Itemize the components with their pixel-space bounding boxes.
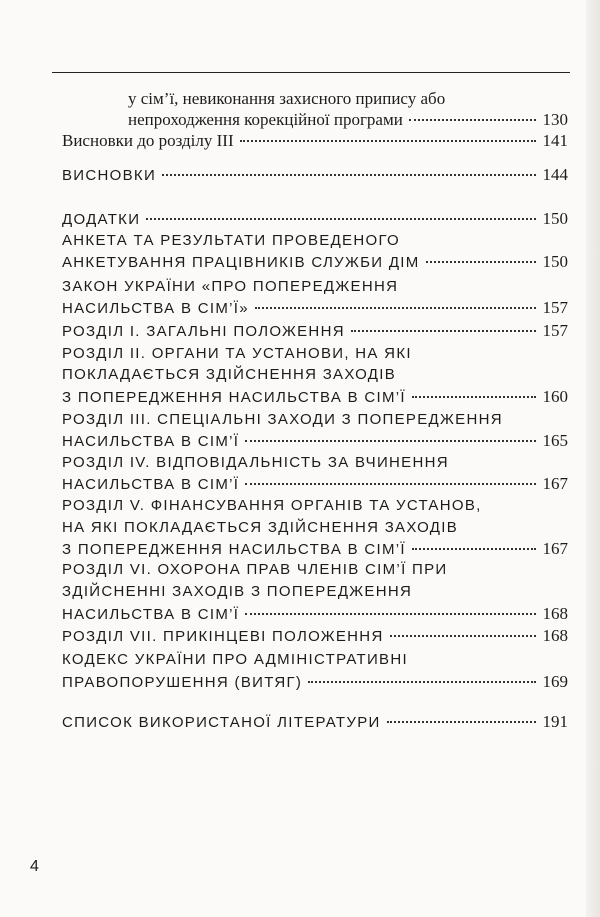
toc-page-number: 167 bbox=[542, 474, 568, 493]
toc-entry-line: РОЗДІЛ IV. ВІДПОВІДАЛЬНІСТЬ ЗА ВЧИНЕННЯ bbox=[62, 454, 449, 471]
toc-entry-leader bbox=[62, 626, 568, 646]
toc-page-number: 167 bbox=[542, 539, 568, 558]
toc-entry-line: Висновки до розділу ІІІ bbox=[62, 131, 234, 150]
toc-entry-line: ПРАВОПОРУШЕННЯ (ВИТЯГ) bbox=[62, 674, 303, 691]
toc-entry-leader bbox=[62, 474, 568, 494]
toc-entry-leader bbox=[62, 298, 568, 318]
toc-entry-line: ПОКЛАДАЄТЬСЯ ЗДІЙСНЕННЯ ЗАХОДІВ bbox=[62, 366, 397, 383]
toc-page-number: 165 bbox=[542, 431, 568, 450]
toc-entry-line: СПИСОК ВИКОРИСТАНОЇ ЛІТЕРАТУРИ bbox=[62, 714, 381, 731]
toc-entry-leader bbox=[62, 604, 568, 624]
toc-entry-line: ЗДІЙСНЕННІ ЗАХОДІВ З ПОПЕРЕДЖЕННЯ bbox=[62, 583, 413, 600]
toc-entry-line: непроходження корекційної програми bbox=[128, 110, 403, 129]
toc-page-number: 141 bbox=[542, 131, 568, 150]
dot-leader bbox=[426, 261, 536, 263]
toc-entry-leader bbox=[62, 672, 568, 692]
toc-entry-line: РОЗДІЛ І. ЗАГАЛЬНІ ПОЛОЖЕННЯ bbox=[62, 323, 345, 340]
toc-page-number: 191 bbox=[542, 712, 568, 731]
toc-page-number: 157 bbox=[542, 321, 568, 340]
toc-entry-leader bbox=[62, 321, 568, 341]
toc-entry-line: ЗАКОН УКРАЇНИ «ПРО ПОПЕРЕДЖЕННЯ bbox=[62, 278, 399, 295]
dot-leader bbox=[409, 119, 536, 121]
toc-entry-leader bbox=[62, 431, 568, 451]
toc-page-number: 150 bbox=[542, 209, 568, 228]
toc-entry-leader bbox=[62, 712, 568, 732]
toc-entry-leader bbox=[62, 252, 568, 272]
toc-page-number: 150 bbox=[542, 252, 568, 271]
dot-leader bbox=[308, 681, 536, 683]
toc-entry-line: З ПОПЕРЕДЖЕННЯ НАСИЛЬСТВА В СІМ’Ї bbox=[62, 541, 406, 558]
toc-entry-leader bbox=[62, 387, 568, 407]
toc-entry-leader bbox=[128, 110, 568, 130]
dot-leader bbox=[245, 440, 536, 442]
toc-entry-leader bbox=[62, 131, 568, 151]
toc-entry-line: РОЗДІЛ ІІІ. СПЕЦІАЛЬНІ ЗАХОДИ З ПОПЕРЕДЖЕННЯ bbox=[62, 411, 503, 428]
dot-leader bbox=[387, 721, 536, 723]
toc-entry-line: РОЗДІЛ V. ФІНАНСУВАННЯ ОРГАНІВ ТА УСТАНОВ, bbox=[62, 497, 482, 514]
toc-entry-leader bbox=[62, 165, 568, 185]
toc-entry-line: КОДЕКС УКРАЇНИ ПРО АДМІНІСТРАТИВНІ bbox=[62, 651, 408, 668]
dot-leader bbox=[162, 174, 536, 176]
dot-leader bbox=[412, 548, 536, 550]
dot-leader bbox=[412, 396, 536, 398]
toc-entry-line: АНКЕТА ТА РЕЗУЛЬТАТИ ПРОВЕДЕНОГО bbox=[62, 232, 400, 249]
dot-leader bbox=[240, 140, 536, 142]
toc-page-number: 169 bbox=[542, 672, 568, 691]
page-number: 4 bbox=[30, 858, 39, 875]
toc-entry-line: НА ЯКІ ПОКЛАДАЄТЬСЯ ЗДІЙСНЕННЯ ЗАХОДІВ bbox=[62, 519, 459, 536]
toc-page-number: 157 bbox=[542, 298, 568, 317]
toc-entry-line: З ПОПЕРЕДЖЕННЯ НАСИЛЬСТВА В СІМ’Ї bbox=[62, 389, 406, 406]
toc-page-number: 168 bbox=[542, 626, 568, 645]
toc-entry-leader bbox=[62, 209, 568, 229]
toc-entry-line: НАСИЛЬСТВА В СІМ’Ї bbox=[62, 606, 240, 623]
toc-entry-line: НАСИЛЬСТВА В СІМ’Ї bbox=[62, 433, 240, 450]
dot-leader bbox=[351, 330, 536, 332]
dot-leader bbox=[245, 483, 536, 485]
toc-entry-line: РОЗДІЛ VI. ОХОРОНА ПРАВ ЧЛЕНІВ СІМ’Ї ПРИ bbox=[62, 561, 448, 578]
toc-page-number: 160 bbox=[542, 387, 568, 406]
dot-leader bbox=[245, 613, 536, 615]
dot-leader bbox=[255, 307, 536, 309]
page-edge-shadow bbox=[586, 0, 600, 917]
toc-entry-leader bbox=[62, 539, 568, 559]
dot-leader bbox=[390, 635, 536, 637]
toc-entry-line: НАСИЛЬСТВА В СІМ’Ї bbox=[62, 476, 240, 493]
toc-entry-line: ДОДАТКИ bbox=[62, 211, 141, 228]
toc-entry-line: АНКЕТУВАННЯ ПРАЦІВНИКІВ СЛУЖБИ ДІМ bbox=[62, 254, 420, 271]
dot-leader bbox=[146, 218, 536, 220]
toc-page-number: 168 bbox=[542, 604, 568, 623]
toc-entry-line: НАСИЛЬСТВА В СІМ’Ї» bbox=[62, 300, 249, 317]
toc-page-number: 144 bbox=[542, 165, 568, 184]
toc-page-number: 130 bbox=[542, 110, 568, 129]
toc-entry-line: РОЗДІЛ ІІ. ОРГАНИ ТА УСТАНОВИ, НА ЯКІ bbox=[62, 345, 412, 362]
toc-entry-line: РОЗДІЛ VII. ПРИКІНЦЕВІ ПОЛОЖЕННЯ bbox=[62, 628, 384, 645]
toc-entry-line: ВИСНОВКИ bbox=[62, 167, 157, 184]
toc-entry-line: у сім’ї, невиконання захисного припису або bbox=[128, 89, 446, 108]
